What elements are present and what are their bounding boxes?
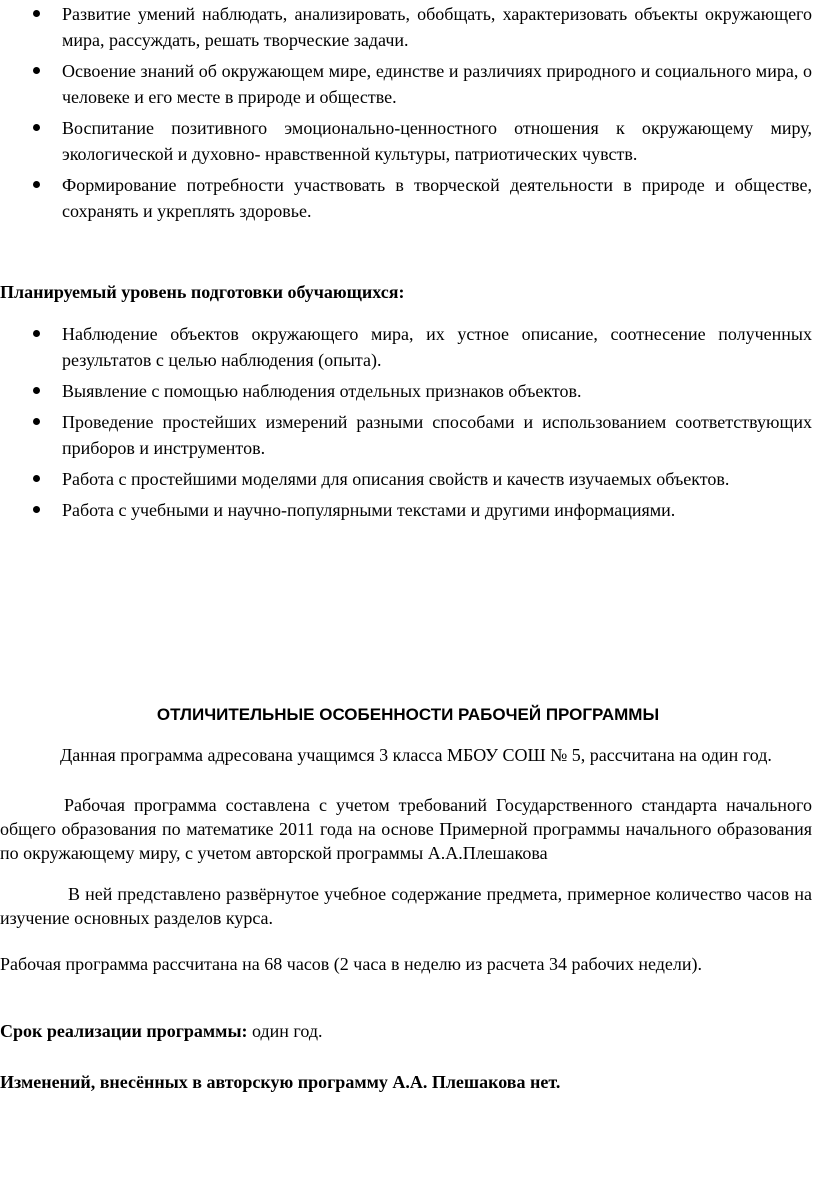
list-item [0,409,816,461]
list-item-text: Формирование потребности участвовать в творческой деятельности в природе и обществе, сохранять и укреплять здоровье. [62,175,812,221]
bullet-icon [33,10,40,17]
paragraph-basis: Рабочая программа составлена с учетом требований Государственного стандарта начального общего образования по математике 2011 года на основе Примерной программы начального образования по окружающему миру, с учетом авторской программы А.А.Плешакова [0,795,812,863]
list-item [0,466,816,492]
list-item [0,378,816,404]
list-item-text: Работа с простейшими моделями для описания свойств и качеств изучаемых объектов. [62,469,730,489]
list-item-text: Работа с учебными и научно-популярными текстами и другими информациями. [62,500,676,520]
goals-list [0,1,816,229]
term-value: один год. [247,1021,323,1041]
list-item-text: Проведение простейших измерений разными способами и использованием соответствующих приборов и инструментов. [62,412,812,458]
list-item [0,115,816,167]
list-item-text: Наблюдение объектов окружающего мира, их устное описание, соотнесение полученных результатов с целью наблюдения (опыта). [62,324,812,370]
bullet-icon [33,330,40,337]
term-line [0,1019,322,1043]
bullet-icon [33,506,40,513]
list-item-text: Освоение знаний об окружающем мире, единстве и различиях природного и социального мира, о человеке и его месте в природе и обществе. [62,61,812,107]
bullet-icon [33,418,40,425]
level-list [0,321,816,528]
features-title: ОТЛИЧИТЕЛЬНЫЕ ОСОБЕННОСТИ РАБОЧЕЙ ПРОГРАММЫ [156,705,660,724]
list-item-text: Выявление с помощью наблюдения отдельных признаков объектов. [62,381,582,401]
list-item [0,321,816,373]
list-item [0,1,816,53]
bullet-icon [33,475,40,482]
list-item [0,58,816,110]
bullet-icon [33,181,40,188]
level-heading: Планируемый уровень подготовки обучающихся: [0,282,405,302]
bullet-icon [33,124,40,131]
paragraph-audience: Данная программа адресована учащимся 3 класса МБОУ СОШ № 5, рассчитана на один год. [60,745,772,765]
paragraph-content: В ней представлено развёрнутое учебное содержание предмета, примерное количество часов на изучение основных разделов курса. [0,884,812,928]
bullet-icon [33,67,40,74]
list-item [0,497,816,523]
changes-line: Изменений, внесённых в авторскую программу А.А. Плешакова нет. [0,1072,561,1092]
paragraph-hours: Рабочая программа рассчитана на 68 часов (2 часа в неделю из расчета 34 рабочих недели). [0,954,702,974]
list-item-text: Воспитание позитивного эмоционально-ценностного отношения к окружающему миру, экологической и духовно- нравственной культуры, патриотических чувств. [62,118,812,164]
list-item [0,172,816,224]
bullet-icon [33,387,40,394]
list-item-text: Развитие умений наблюдать, анализировать, обобщать, характеризовать объекты окружающего мира, рассуждать, решать творческие задачи. [62,4,812,50]
term-label: Срок реализации программы: [0,1021,248,1041]
